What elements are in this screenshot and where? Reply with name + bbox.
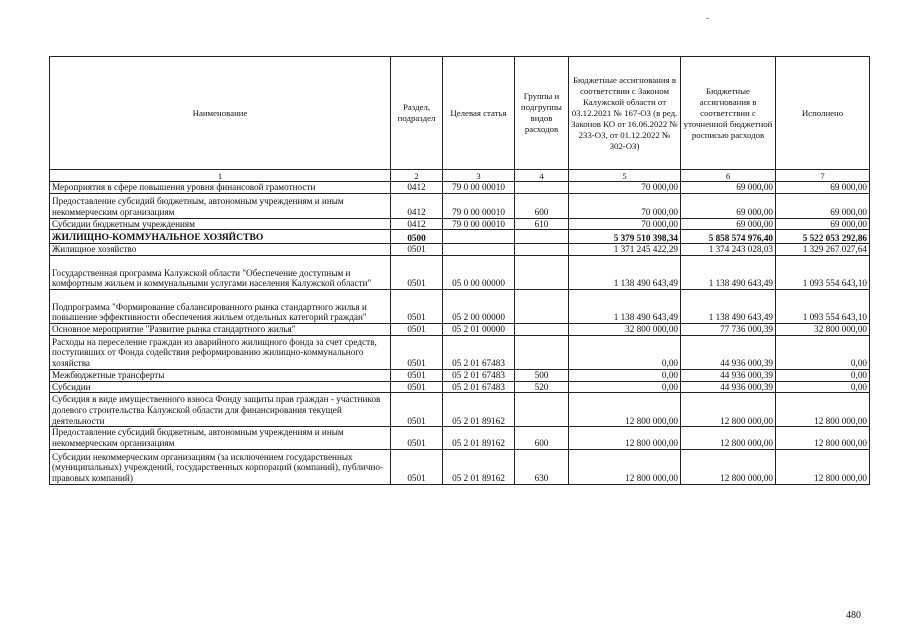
row-target-article <box>443 244 515 256</box>
row-name: Расходы на переселение граждан из аварийного жилищного фонда за счет средств, поступивших от Фонда содействия реформированию жилищно-коммунального хозяйства <box>50 335 391 369</box>
row-expense-group <box>515 393 569 427</box>
row-budget-law: 0,00 <box>569 335 681 369</box>
row-budget-revised: 1 138 490 643,49 <box>681 290 776 324</box>
row-executed: 0,00 <box>776 381 870 393</box>
row-target-article: 05 2 01 00000 <box>443 324 515 336</box>
row-section: 0412 <box>391 182 443 194</box>
column-number: 7 <box>776 170 870 182</box>
column-number: 6 <box>681 170 776 182</box>
row-expense-group <box>515 182 569 194</box>
table-row <box>50 369 870 381</box>
row-section: 0500 <box>391 230 443 244</box>
row-name: Субсидии бюджетным учреждениям <box>50 218 391 230</box>
row-expense-group <box>515 335 569 369</box>
header-expense-groups: Группы и подгруппы видов расходов <box>515 57 569 170</box>
row-section: 0501 <box>391 369 443 381</box>
table-row <box>50 393 870 427</box>
table-row <box>50 193 870 218</box>
scan-mark <box>706 18 709 19</box>
row-section: 0501 <box>391 335 443 369</box>
row-budget-law: 1 371 245 422,29 <box>569 244 681 256</box>
table-row <box>50 381 870 393</box>
row-budget-law: 12 800 000,00 <box>569 449 681 484</box>
row-expense-group: 520 <box>515 381 569 393</box>
row-section: 0501 <box>391 256 443 290</box>
row-budget-revised: 12 800 000,00 <box>681 449 776 484</box>
row-section: 0501 <box>391 449 443 484</box>
row-name: Межбюджетные трансферты <box>50 369 391 381</box>
row-executed: 0,00 <box>776 335 870 369</box>
row-expense-group <box>515 324 569 336</box>
row-name: Субсидия в виде имущественного взноса Фонду защиты прав граждан - участников долевого строительства Калужской области для финансирования текущей деятельности <box>50 393 391 427</box>
row-budget-law: 70 000,00 <box>569 193 681 218</box>
column-number: 1 <box>50 170 391 182</box>
header-executed: Исполнено <box>776 57 870 170</box>
row-target-article: 05 2 01 89162 <box>443 449 515 484</box>
row-expense-group <box>515 244 569 256</box>
table-row <box>50 324 870 336</box>
row-executed: 69 000,00 <box>776 182 870 194</box>
page-number: 480 <box>846 610 861 621</box>
row-target-article: 05 2 01 67483 <box>443 369 515 381</box>
table-row <box>50 230 870 244</box>
row-expense-group: 610 <box>515 218 569 230</box>
row-expense-group: 600 <box>515 193 569 218</box>
header-budget-revised: Бюджетные ассигнования в соответствии с уточненной бюджетной росписью расходов <box>681 57 776 170</box>
row-budget-revised: 69 000,00 <box>681 218 776 230</box>
table-row <box>50 290 870 324</box>
row-name: Государственная программа Калужской области "Обеспечение доступным и комфортным жильем и коммунальными услугами населения Калужской области" <box>50 256 391 290</box>
row-budget-revised: 1 374 243 028,03 <box>681 244 776 256</box>
row-target-article: 05 2 01 67483 <box>443 381 515 393</box>
row-executed: 1 093 554 643,10 <box>776 256 870 290</box>
row-executed: 12 800 000,00 <box>776 427 870 449</box>
row-executed: 69 000,00 <box>776 218 870 230</box>
row-name: Подпрограмма "Формирование сбалансированного рынка стандартного жилья и повышение эффективности обеспечения жильем отдельных категорий граждан" <box>50 290 391 324</box>
row-name: ЖИЛИЩНО-КОММУНАЛЬНОЕ ХОЗЯЙСТВО <box>50 230 391 244</box>
row-target-article <box>443 230 515 244</box>
row-executed: 1 093 554 643,10 <box>776 290 870 324</box>
column-number: 4 <box>515 170 569 182</box>
header-budget-law: Бюджетные ассигнования в соответствии с Законом Калужской области от 03.12.2021 № 167-ОЗ (в ред. Законов КО от 16.06.2022 № 233-ОЗ, от 01.12.2022 № 302-ОЗ) <box>569 57 681 170</box>
row-section: 0501 <box>391 324 443 336</box>
row-section: 0501 <box>391 244 443 256</box>
row-budget-law: 0,00 <box>569 381 681 393</box>
row-budget-revised: 44 936 000,39 <box>681 335 776 369</box>
row-name: Субсидии некоммерческим организациям (за исключением государственных (муниципальных) учреждений, государственных корпораций (компаний), публично-правовых компаний) <box>50 449 391 484</box>
row-name: Основное мероприятие "Развитие рынка стандартного жилья" <box>50 324 391 336</box>
row-executed: 1 329 267 027,64 <box>776 244 870 256</box>
row-section: 0501 <box>391 381 443 393</box>
row-target-article: 79 0 00 00010 <box>443 218 515 230</box>
row-budget-revised: 44 936 000,39 <box>681 369 776 381</box>
table-row <box>50 335 870 369</box>
row-budget-revised: 69 000,00 <box>681 182 776 194</box>
row-expense-group <box>515 290 569 324</box>
row-executed: 12 800 000,00 <box>776 393 870 427</box>
row-budget-law: 70 000,00 <box>569 218 681 230</box>
row-expense-group <box>515 230 569 244</box>
row-expense-group: 500 <box>515 369 569 381</box>
row-executed: 69 000,00 <box>776 193 870 218</box>
row-expense-group: 630 <box>515 449 569 484</box>
row-name: Мероприятия в сфере повышения уровня финансовой грамотности <box>50 182 391 194</box>
row-budget-law: 1 138 490 643,49 <box>569 256 681 290</box>
row-budget-law: 70 000,00 <box>569 182 681 194</box>
row-budget-law: 0,00 <box>569 369 681 381</box>
header-name: Наименование <box>50 57 391 170</box>
row-target-article: 79 0 00 00010 <box>443 182 515 194</box>
table-row <box>50 182 870 194</box>
row-executed: 12 800 000,00 <box>776 449 870 484</box>
row-target-article: 05 2 00 00000 <box>443 290 515 324</box>
table-header-row <box>50 57 870 170</box>
row-budget-revised: 44 936 000,39 <box>681 381 776 393</box>
row-expense-group: 600 <box>515 427 569 449</box>
table-row <box>50 449 870 484</box>
table-row <box>50 244 870 256</box>
row-budget-revised: 12 800 000,00 <box>681 393 776 427</box>
row-target-article: 05 0 00 00000 <box>443 256 515 290</box>
row-executed: 5 522 053 292,86 <box>776 230 870 244</box>
column-number: 3 <box>443 170 515 182</box>
row-section: 0501 <box>391 393 443 427</box>
row-budget-law: 5 379 510 398,34 <box>569 230 681 244</box>
row-budget-revised: 77 736 000,39 <box>681 324 776 336</box>
row-target-article: 05 2 01 89162 <box>443 393 515 427</box>
row-target-article: 05 2 01 67483 <box>443 335 515 369</box>
row-name: Предоставление субсидий бюджетным, автономным учреждениям и иным некоммерческим организациям <box>50 193 391 218</box>
row-section: 0412 <box>391 218 443 230</box>
row-budget-law: 1 138 490 643,49 <box>569 290 681 324</box>
row-budget-law: 12 800 000,00 <box>569 427 681 449</box>
row-budget-law: 32 800 000,00 <box>569 324 681 336</box>
row-budget-law: 12 800 000,00 <box>569 393 681 427</box>
row-budget-revised: 5 858 574 976,40 <box>681 230 776 244</box>
row-name: Субсидии <box>50 381 391 393</box>
row-expense-group <box>515 256 569 290</box>
row-executed: 32 800 000,00 <box>776 324 870 336</box>
row-section: 0412 <box>391 193 443 218</box>
column-number: 5 <box>569 170 681 182</box>
row-budget-revised: 1 138 490 643,49 <box>681 256 776 290</box>
row-section: 0501 <box>391 290 443 324</box>
row-budget-revised: 69 000,00 <box>681 193 776 218</box>
table-row <box>50 218 870 230</box>
row-name: Предоставление субсидий бюджетным, автономным учреждениям и иным некоммерческим организациям <box>50 427 391 449</box>
header-section: Раздел, подраздел <box>391 57 443 170</box>
row-target-article: 79 0 00 00010 <box>443 193 515 218</box>
row-target-article: 05 2 01 89162 <box>443 427 515 449</box>
column-number: 2 <box>391 170 443 182</box>
row-executed: 0,00 <box>776 369 870 381</box>
table-row <box>50 427 870 449</box>
row-name: Жилищное хозяйство <box>50 244 391 256</box>
row-budget-revised: 12 800 000,00 <box>681 427 776 449</box>
table-row <box>50 256 870 290</box>
row-section: 0501 <box>391 427 443 449</box>
header-target-article: Целевая статья <box>443 57 515 170</box>
budget-table <box>49 56 870 485</box>
column-number-row <box>50 170 870 182</box>
